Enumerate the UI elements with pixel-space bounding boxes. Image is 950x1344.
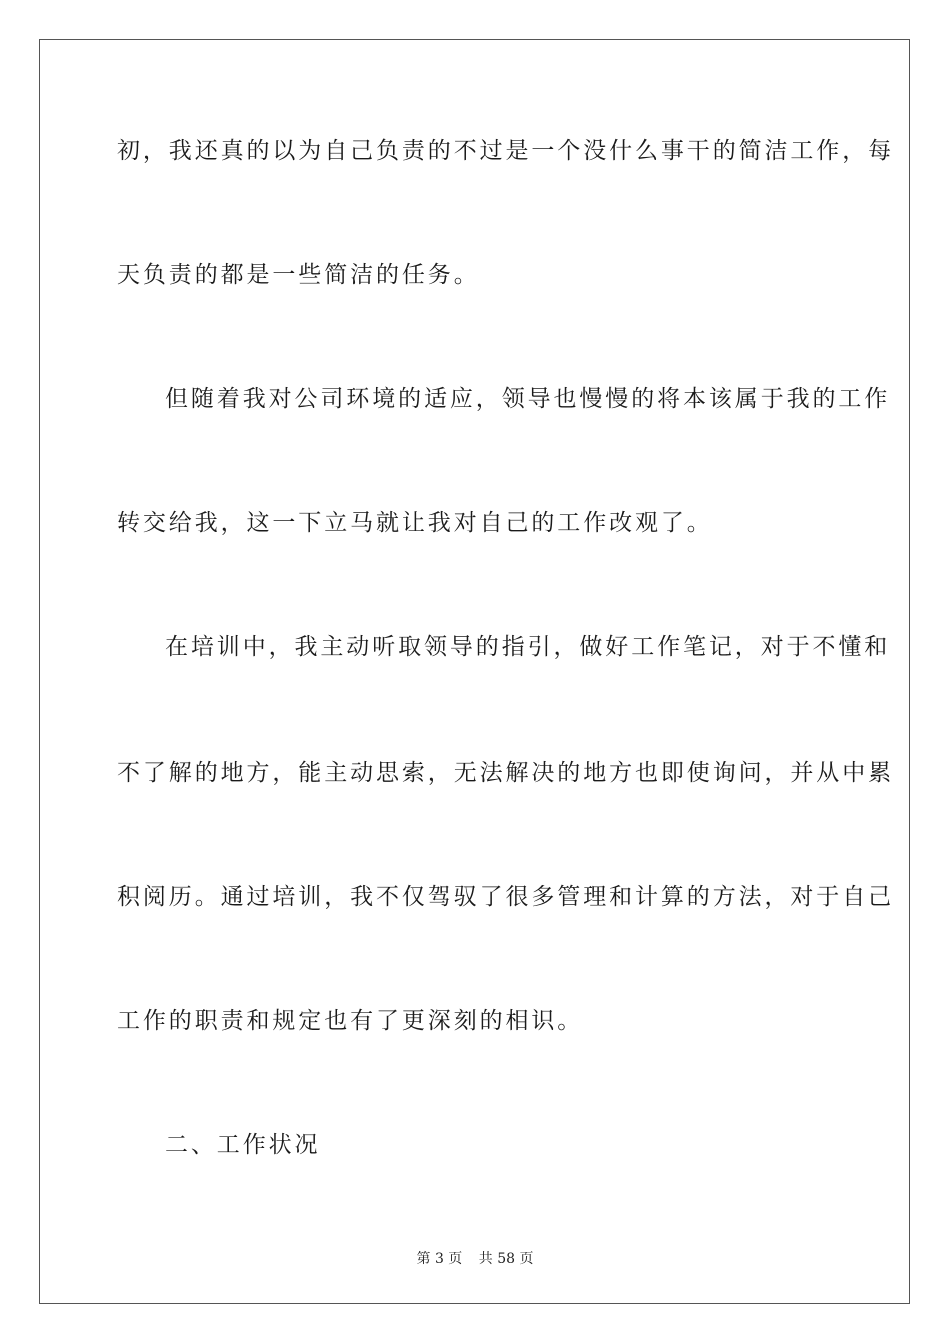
- body-text-line: 转交给我，这一下立马就让我对自己的工作改观了。: [117, 510, 713, 536]
- body-text-line: 工作的职责和规定也有了更深刻的相识。: [117, 1008, 584, 1034]
- body-text-line: 积阅历。通过培训，我不仅驾驭了很多管理和计算的方法，对于自己: [117, 884, 894, 910]
- body-text-line: 初，我还真的以为自己负责的不过是一个没什么事干的简洁工作，每: [117, 138, 894, 164]
- section-heading: 二、工作状况: [165, 1132, 321, 1158]
- page-footer: [0, 1248, 950, 1268]
- total-pages: 共 58 页: [478, 1251, 534, 1267]
- body-text-line: 不了解的地方，能主动思索，无法解决的地方也即使询问，并从中累: [117, 760, 894, 786]
- body-text-line: 天负责的都是一些简洁的任务。: [117, 262, 480, 288]
- page-number: 第 3 页: [416, 1251, 463, 1267]
- page-frame: [39, 39, 910, 1304]
- body-text-line: 在培训中，我主动听取领导的指引，做好工作笔记，对于不懂和: [165, 634, 891, 660]
- body-text-line: 但随着我对公司环境的适应，领导也慢慢的将本该属于我的工作: [165, 386, 891, 412]
